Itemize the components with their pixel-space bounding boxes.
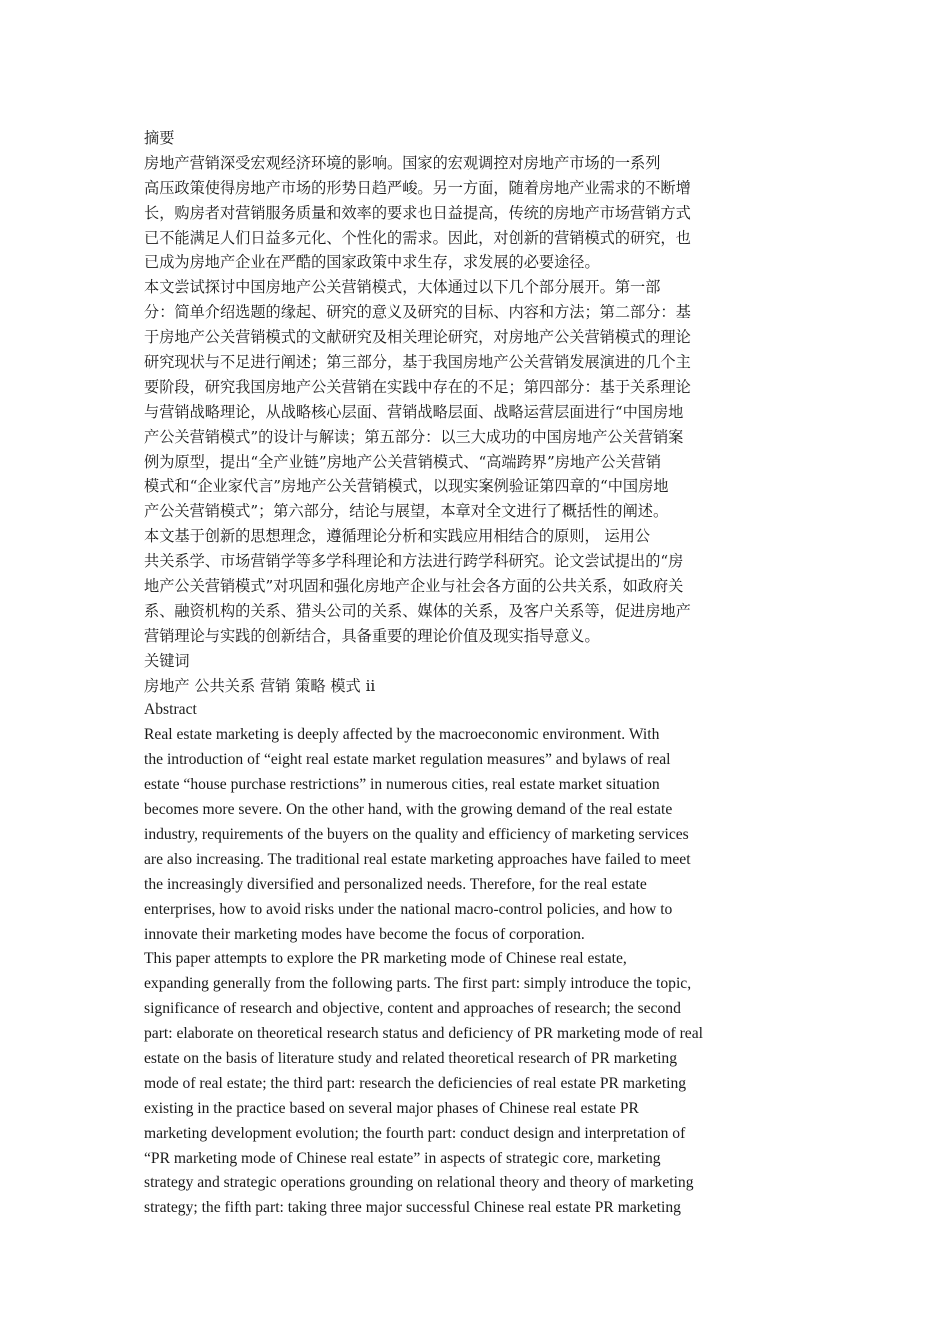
text-line: 营销理论与实践的创新结合，具备重要的理论价值及现实指导意义。 <box>144 626 600 645</box>
text-line: are also increasing. The traditional real estate marketing approaches have failed to meet <box>144 850 691 868</box>
text-line: 分：简单介绍选题的缘起、研究的意义及研究的目标、内容和方法；第二部分：基 <box>144 303 691 322</box>
text-line: 于房地产公关营销模式的文献研究及相关理论研究，对房地产公关营销模式的理论 <box>144 328 691 347</box>
text-line: 与营销战略理论，从战略核心层面、营销战略层面、战略运营层面进行“中国房地 <box>144 402 684 421</box>
text-line: estate “house purchase restrictions” in numerous cities, real estate market situation <box>144 776 660 794</box>
text-line: the increasingly diversified and personalized needs. Therefore, for the real estate <box>144 875 647 893</box>
text-line: innovate their marketing modes have become the focus of corporation. <box>144 925 585 943</box>
text-line: 共关系学、市场营销学等多学科理论和方法进行跨学科研究。论文尝试提出的“房 <box>144 552 684 571</box>
text-line: enterprises, how to avoid risks under the national macro-control policies, and how to <box>144 900 673 918</box>
text-line: marketing development evolution; the fourth part: conduct design and interpretation of <box>144 1124 686 1142</box>
text-line: 产公关营销模式”的设计与解读；第五部分：以三大成功的中国房地产公关营销案 <box>144 427 684 446</box>
text-line: Real estate marketing is deeply affected by the macroeconomic environment. With <box>144 726 660 744</box>
cn-keywords-line: 房地产 公共关系 营销 策略 模式 ii <box>144 676 376 695</box>
text-line: 地产公关营销模式”对巩固和强化房地产企业与社会各方面的公共关系，如政府关 <box>144 577 684 596</box>
text-line: 例为原型，提出“全产业链”房地产公关营销模式、“高端跨界”房地产公关营销 <box>144 452 662 471</box>
text-line: mode of real estate; the third part: research the deficiencies of real estate PR marketing <box>144 1074 687 1092</box>
text-line: 要阶段，研究我国房地产公关营销在实践中存在的不足；第四部分：基于关系理论 <box>144 377 691 396</box>
text-line: 研究现状与不足进行阐述；第三部分，基于我国房地产公关营销发展演进的几个主 <box>144 353 691 372</box>
en-abstract-heading: Abstract <box>144 701 197 719</box>
en-abstract-paragraph-2 <box>144 947 754 1221</box>
text-line: This paper attempts to explore the PR marketing mode of Chinese real estate, <box>144 950 627 968</box>
cn-abstract-paragraph-3 <box>144 524 754 648</box>
text-line: “PR marketing mode of Chinese real estate” in aspects of strategic core, marketing <box>144 1149 661 1167</box>
en-abstract-paragraph-1 <box>144 723 754 947</box>
text-line: 系、融资机构的关系、猎头公司的关系、媒体的关系，及客户关系等，促进房地产 <box>144 601 691 620</box>
text-line: 已成为房地产企业在严酷的国家政策中求生存，求发展的必要途径。 <box>144 253 600 272</box>
text-line: 模式和“企业家代言”房地产公关营销模式，以现实案例验证第四章的“中国房地 <box>144 477 669 496</box>
text-line: part: elaborate on theoretical research status and deficiency of PR marketing mode of real <box>144 1025 703 1043</box>
text-line: industry, requirements of the buyers on the quality and efficiency of marketing services <box>144 825 689 843</box>
cn-abstract-paragraph-2 <box>144 275 754 524</box>
text-line: 房地产营销深受宏观经济环境的影响。国家的宏观调控对房地产市场的一系列 <box>144 153 661 172</box>
text-line: significance of research and objective, content and approaches of research; the second <box>144 1000 681 1018</box>
text-line: the introduction of “eight real estate market regulation measures” and bylaws of real <box>144 751 671 769</box>
cn-abstract-paragraph-1 <box>144 151 754 275</box>
text-line: 产公关营销模式”；第六部分，结论与展望，本章对全文进行了概括性的阐述。 <box>144 502 669 521</box>
cn-keywords-heading: 关键词 <box>144 651 190 670</box>
text-line: existing in the practice based on several major phases of Chinese real estate PR <box>144 1099 639 1117</box>
text-line: 高压政策使得房地产市场的形势日趋严峻。另一方面，随着房地产业需求的不断增 <box>144 178 691 197</box>
text-line: 本文基于创新的思想理念，遵循理论分析和实践应用相结合的原则， 运用公 <box>144 527 651 546</box>
text-line: becomes more severe. On the other hand, with the growing demand of the real estate <box>144 801 673 819</box>
text-line: estate on the basis of literature study and related theoretical research of PR marketing <box>144 1049 678 1067</box>
cn-abstract-heading: 摘要 <box>144 129 175 147</box>
text-line: strategy and strategic operations grounding on relational theory and theory of marketing <box>144 1174 694 1192</box>
text-line: strategy; the fifth part: taking three major successful Chinese real estate PR marketing <box>144 1199 681 1217</box>
text-line: 已不能满足人们日益多元化、个性化的需求。因此，对创新的营销模式的研究，也 <box>144 228 691 247</box>
text-line: 本文尝试探讨中国房地产公关营销模式，大体通过以下几个部分展开。第一部 <box>144 278 661 297</box>
document-page <box>144 126 754 1221</box>
text-line: expanding generally from the following parts. The first part: simply introduce the topic, <box>144 975 692 993</box>
text-line: 长，购房者对营销服务质量和效率的要求也日益提高，传统的房地产市场营销方式 <box>144 203 691 222</box>
